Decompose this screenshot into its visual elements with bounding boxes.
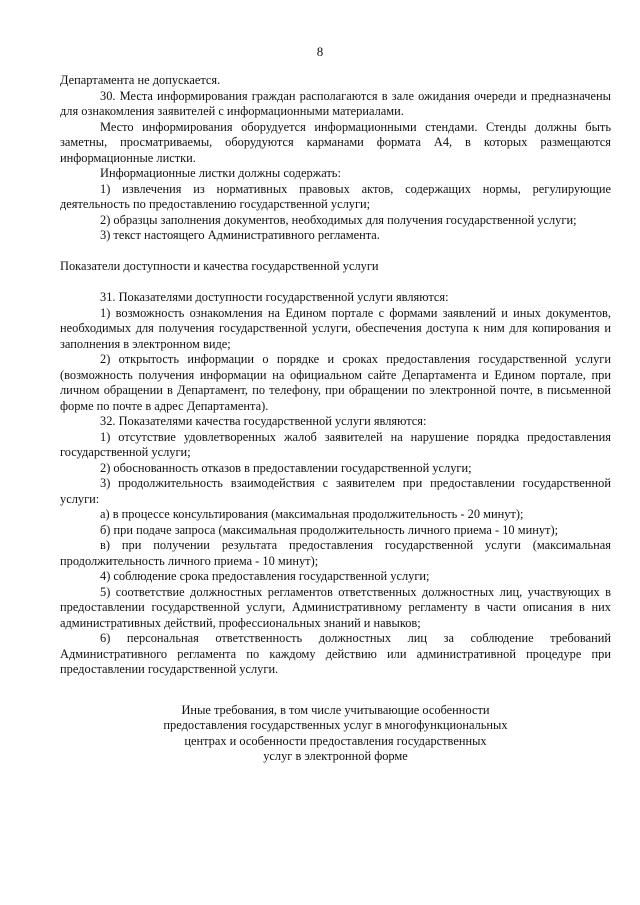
paragraph: Место информирования оборудуется информационными стендами. Стенды должны быть заметны, просматриваемы, оборудуются карманами формата А4, в которых размещаются информационные листки.	[60, 119, 611, 165]
paragraph: 2) открытость информации о порядке и сроках предоставления государственной услуги (возможность получения информации на официальном сайте Департамента и Едином портале, при личном обращении в Департамент, по телефону, при обращении по электронной почте, в письменной форме по почте в адрес Департамента).	[60, 352, 611, 413]
heading-line: центрах и особенности предоставления государственных	[184, 733, 487, 748]
section-heading: Показатели доступности и качества государственной услуги	[60, 258, 379, 273]
paragraph: 1) возможность ознакомления на Едином портале с формами заявлений и иных документов, необходимых для получения государственной услуги, обеспечения доступа к ним для копирования и заполнения в электронном виде;	[60, 305, 611, 351]
paragraph: б) при подаче запроса (максимальная продолжительность личного приема - 10 минут);	[100, 522, 559, 537]
paragraph: в) при получении результата предоставления государственной услуги (максимальная продолжительность личного приема - 10 минут);	[60, 538, 611, 568]
heading-line: Иные требования, в том числе учитывающие особенности	[181, 702, 490, 717]
paragraph: 2) обоснованность отказов в предоставлении государственной услуги;	[100, 460, 472, 475]
paragraph: 4) соблюдение срока предоставления государственной услуги;	[100, 569, 430, 583]
page-number: 8	[316, 44, 324, 59]
paragraph: 5) соответствие должностных регламентов ответственных должностных лиц, участвующих в предоставлении государственной услуги, Административному регламенту в части описания в них административных действий, профессиональных знаний и навыков;	[60, 584, 611, 630]
paragraph: 32. Показателями качества государственной услуги являются:	[100, 414, 427, 428]
paragraph: 3) продолжительность взаимодействия с заявителем при предоставлении государственной услуги:	[60, 476, 611, 506]
section-heading-2	[60, 703, 611, 765]
paragraph: а) в процессе консультирования (максимальная продолжительность - 20 минут);	[100, 507, 524, 521]
paragraph: Информационные листки должны содержать:	[100, 166, 341, 180]
heading-line: услуг в электронной форме	[263, 749, 408, 763]
document-body	[60, 73, 611, 765]
paragraph: 1) извлечения из нормативных правовых актов, содержащих нормы, регулирующие деятельность по предоставлению государственной услуги;	[60, 181, 611, 211]
paragraph: 1) отсутствие удовлетворенных жалоб заявителей на нарушение порядка предоставления государственной услуги;	[60, 429, 611, 459]
paragraph: 31. Показателями доступности государственной услуги являются:	[100, 290, 449, 304]
paragraph: 2) образцы заполнения документов, необходимых для получения государственной услуги;	[100, 212, 577, 227]
paragraph: 30. Места информирования граждан располагаются в зале ожидания очереди и предназначены для ознакомления заявителей с информационными материалами.	[60, 88, 611, 118]
paragraph: 6) персональная ответственность должностных лиц за соблюдение требований Административного регламента по каждому действию или административной процедуре при предоставлении государственной услуги.	[60, 631, 611, 676]
paragraph: 3) текст настоящего Административного регламента.	[100, 228, 380, 242]
heading-line: предоставления государственных услуг в многофункциональных	[163, 718, 508, 732]
paragraph: Департамента не допускается.	[60, 73, 221, 87]
